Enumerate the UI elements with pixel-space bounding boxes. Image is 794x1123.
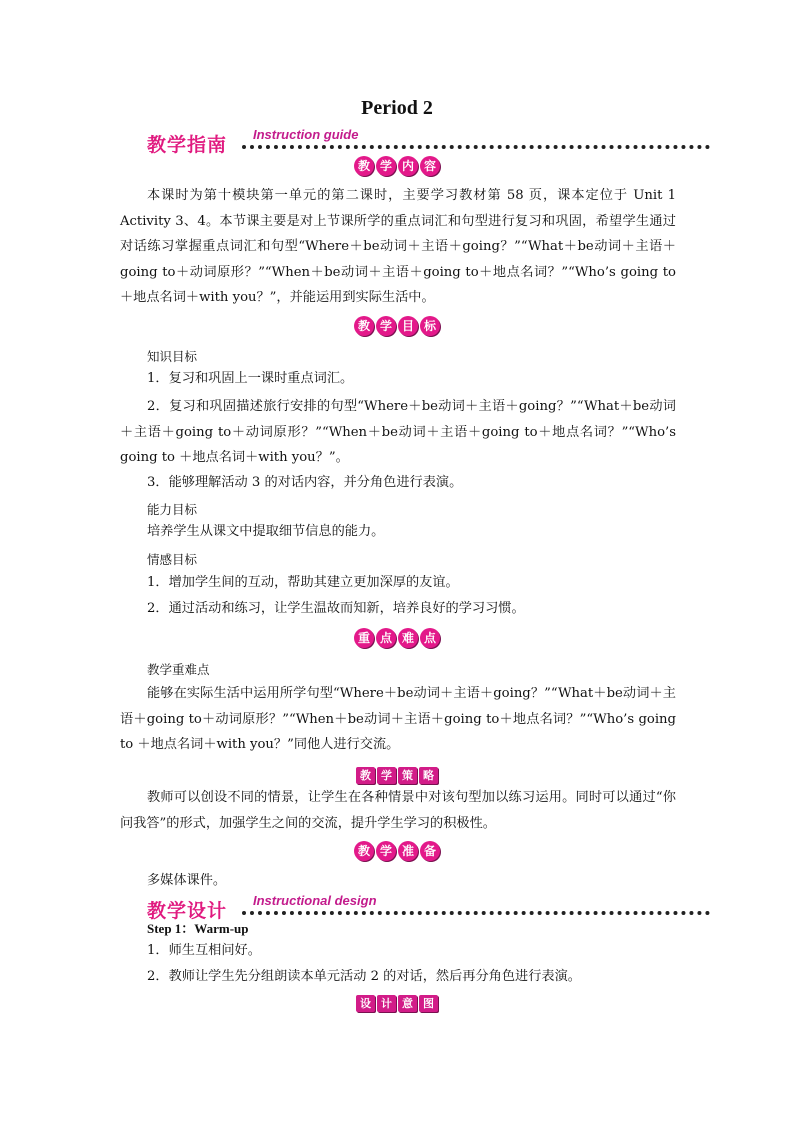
section-title-zh: 教学指南: [147, 134, 228, 156]
badge-char: 准: [398, 841, 418, 861]
badge-char: 学: [376, 316, 396, 336]
badge-teaching-goals: [0, 315, 794, 341]
badge-design-intent: [0, 992, 794, 1018]
knowledge-goals-label: 知识目标: [147, 349, 198, 364]
badge-char: 学: [376, 841, 396, 861]
badge-char: 备: [420, 841, 440, 861]
badge-char: 略: [419, 767, 438, 784]
badge-char: 内: [398, 156, 418, 176]
goal-item: 培养学生从课文中提取细节信息的能力。: [147, 524, 385, 539]
content-text: 本课时为第十模块第一单元的第二课时，主要学习教材第 58 页，课本定位于 Unit 1 Activity 3、4。本节课主要是对上节课所学的重点词汇和句型进行复习和巩固，希望学生通过对话练习掌握重点词汇和句型“Where＋be动词＋主语＋going？”“What＋be动词＋主语＋going to＋动词原形？”“When＋be动词＋主语＋going to＋地点名词？”“Who’s going to ＋地点名词＋with you？”，并能运用到实际生活中。: [120, 188, 676, 305]
content-paragraph: [120, 183, 676, 311]
badge-char: 教: [354, 316, 374, 336]
badge-char: 难: [398, 628, 418, 648]
badge-char: 意: [398, 995, 417, 1012]
badge-char: 学: [376, 156, 396, 176]
section-title-en: Instruction guide: [253, 127, 359, 142]
prep-text: 多媒体课件。: [147, 873, 227, 888]
goal-item-long: [120, 394, 676, 471]
badge-char: 目: [398, 316, 418, 336]
badge-char: 容: [420, 156, 440, 176]
key-points-text: 能够在实际生活中运用所学句型“Where＋be动词＋主语＋going？”“What＋be动词＋主语＋going to＋动词原形？”“When＋be动词＋主语＋going to＋地点名词？”“Who’s going to ＋地点名词＋with you？”同他人进行交流。: [120, 686, 676, 752]
emotion-goals-label: 情感目标: [147, 552, 198, 567]
strategy-paragraph: [120, 785, 676, 836]
badge-teaching-prep: [0, 840, 794, 866]
badge-char: 教: [356, 767, 375, 784]
page-title: Period 2: [361, 97, 433, 119]
badge-char: 策: [398, 767, 417, 784]
badge-char: 学: [377, 767, 396, 784]
badge-teaching-content: [0, 155, 794, 181]
goal-item: 1．复习和巩固上一课时重点词汇。: [147, 371, 354, 386]
dotted-rule: [242, 145, 710, 149]
badge-char: 标: [420, 316, 440, 336]
ability-goals-label: 能力目标: [147, 502, 198, 517]
badge-char: 教: [354, 156, 374, 176]
strategy-text: 教师可以创设不同的情景，让学生在各种情景中对该句型加以练习运用。同时可以通过“你问我答”的形式，加强学生之间的交流，提升学生学习的积极性。: [120, 790, 676, 831]
section-title-en: Instructional design: [253, 893, 377, 908]
badge-key-points: [0, 627, 794, 653]
key-points-paragraph: [120, 681, 676, 758]
badge-char: 设: [356, 995, 375, 1012]
goal-item: 1．增加学生间的互动，帮助其建立更加深厚的友谊。: [147, 575, 459, 590]
goal-item-text: 2．复习和巩固描述旅行安排的句型“Where＋be动词＋主语＋going？”“What＋be动词＋主语＋going to＋动词原形？”“When＋be动词＋主语＋going to＋地点名词？”“Who’s going to ＋地点名词＋with you？”。: [120, 399, 676, 465]
goal-item: 2．通过活动和练习，让学生温故而知新，培养良好的学习习惯。: [147, 601, 525, 616]
badge-char: 计: [377, 995, 396, 1012]
badge-char: 点: [420, 628, 440, 648]
section-header-guide: [147, 127, 710, 156]
badge-char: 图: [419, 995, 438, 1012]
step-heading: Step 1：Warm-up: [147, 921, 249, 936]
goal-item: 3．能够理解活动 3 的对话内容，并分角色进行表演。: [147, 475, 463, 490]
key-points-label: 教学重难点: [147, 662, 210, 677]
section-title-zh: 教学设计: [147, 900, 228, 922]
dotted-rule: [242, 911, 710, 915]
badge-char: 点: [376, 628, 396, 648]
badge-char: 重: [354, 628, 374, 648]
step-item: 2．教师让学生先分组朗读本单元活动 2 的对话，然后再分角色进行表演。: [147, 969, 581, 984]
badge-char: 教: [354, 841, 374, 861]
step-item: 1．师生互相问好。: [147, 943, 261, 958]
